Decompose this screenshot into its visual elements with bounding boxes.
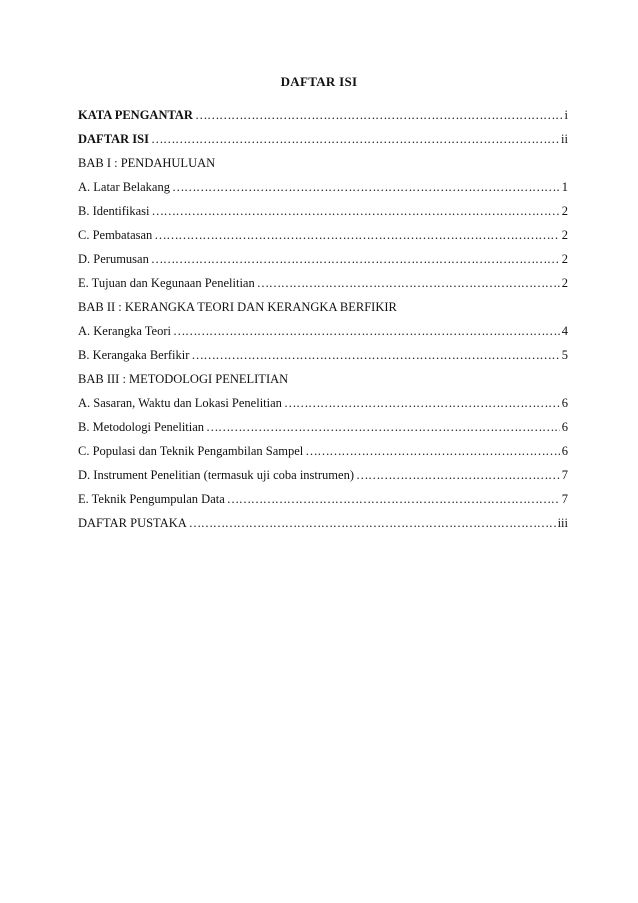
toc-entry-bab1-c <box>78 226 568 250</box>
toc-entry-label: D. Instrument Penelitian (termasuk uji coba instrumen) <box>78 468 354 482</box>
toc-chapter-bab-3 <box>78 370 568 394</box>
dot-leader <box>151 252 560 266</box>
toc-entry-label: B. Identifikasi <box>78 204 150 218</box>
toc-page-number: 2 <box>561 276 568 290</box>
dot-leader <box>151 132 559 146</box>
dot-leader <box>173 324 560 338</box>
toc-entry-bab3-c <box>78 442 568 466</box>
dot-leader <box>227 492 560 506</box>
dot-leader <box>305 444 559 458</box>
toc-entry-bab2-b <box>78 346 568 370</box>
toc-page-number: 6 <box>561 396 568 410</box>
toc-entry-daftar-isi <box>78 130 568 154</box>
toc-entry-bab3-a <box>78 394 568 418</box>
toc-page-number: 1 <box>561 180 568 194</box>
toc-entry-label: E. Teknik Pengumpulan Data <box>78 492 225 506</box>
toc-entry-bab1-e <box>78 274 568 298</box>
dot-leader <box>257 276 560 290</box>
toc-entry-label: KATA PENGANTAR <box>78 108 193 122</box>
toc-entry-label: DAFTAR PUSTAKA <box>78 516 187 530</box>
toc-entry-label: DAFTAR ISI <box>78 132 149 146</box>
toc-page-number: i <box>564 108 568 122</box>
toc-page-number: ii <box>561 132 568 146</box>
dot-leader <box>154 228 559 242</box>
toc-page-number: 2 <box>561 228 568 242</box>
toc-page-number: iii <box>557 516 568 530</box>
dot-leader <box>152 204 560 218</box>
toc-entry-label: B. Metodologi Penelitian <box>78 420 205 434</box>
toc-entry-label: D. Perumusan <box>78 252 149 266</box>
toc-entry-label: A. Latar Belakang <box>78 180 170 194</box>
toc-page-number: 6 <box>561 444 568 458</box>
dot-leader <box>172 180 560 194</box>
table-of-contents <box>78 106 568 538</box>
toc-chapter-label: BAB III : METODOLOGI PENELITIAN <box>78 372 289 386</box>
toc-entry-bab3-b <box>78 418 568 442</box>
toc-entry-label: C. Populasi dan Teknik Pengambilan Sampel <box>78 444 304 458</box>
dot-leader <box>206 420 560 434</box>
toc-page-number: 2 <box>561 252 568 266</box>
toc-page-number: 5 <box>561 348 568 362</box>
toc-entry-bab1-b <box>78 202 568 226</box>
dot-leader <box>356 468 560 482</box>
dot-leader <box>189 516 556 530</box>
toc-entry-label: E. Tujuan dan Kegunaan Penelitian <box>78 276 255 290</box>
dot-leader <box>195 108 563 122</box>
toc-entry-kata-pengantar <box>78 106 568 130</box>
toc-entry-label: A. Sasaran, Waktu dan Lokasi Penelitian <box>78 396 282 410</box>
toc-entry-bab2-a <box>78 322 568 346</box>
toc-entry-label: A. Kerangka Teori <box>78 324 171 338</box>
toc-page-number: 7 <box>561 468 568 482</box>
toc-chapter-bab-2 <box>78 298 568 322</box>
toc-chapter-label: BAB II : KERANGKA TEORI DAN KERANGKA BERFIKIR <box>78 300 397 314</box>
toc-chapter-label: BAB I : PENDAHULUAN <box>78 156 216 170</box>
toc-page-number: 6 <box>561 420 568 434</box>
toc-entry-daftar-pustaka <box>78 514 568 538</box>
page-title: DAFTAR ISI <box>280 74 358 89</box>
toc-entry-bab1-d <box>78 250 568 274</box>
toc-entry-bab3-d <box>78 466 568 490</box>
toc-entry-label: B. Kerangaka Berfikir <box>78 348 190 362</box>
toc-page-number: 4 <box>561 324 568 338</box>
toc-page-number: 2 <box>561 204 568 218</box>
toc-entry-label: C. Pembatasan <box>78 228 153 242</box>
dot-leader <box>191 348 559 362</box>
toc-entry-bab1-a <box>78 178 568 202</box>
dot-leader <box>284 396 560 410</box>
toc-chapter-bab-1 <box>78 154 568 178</box>
toc-entry-bab3-e <box>78 490 568 514</box>
toc-page-number: 7 <box>561 492 568 506</box>
